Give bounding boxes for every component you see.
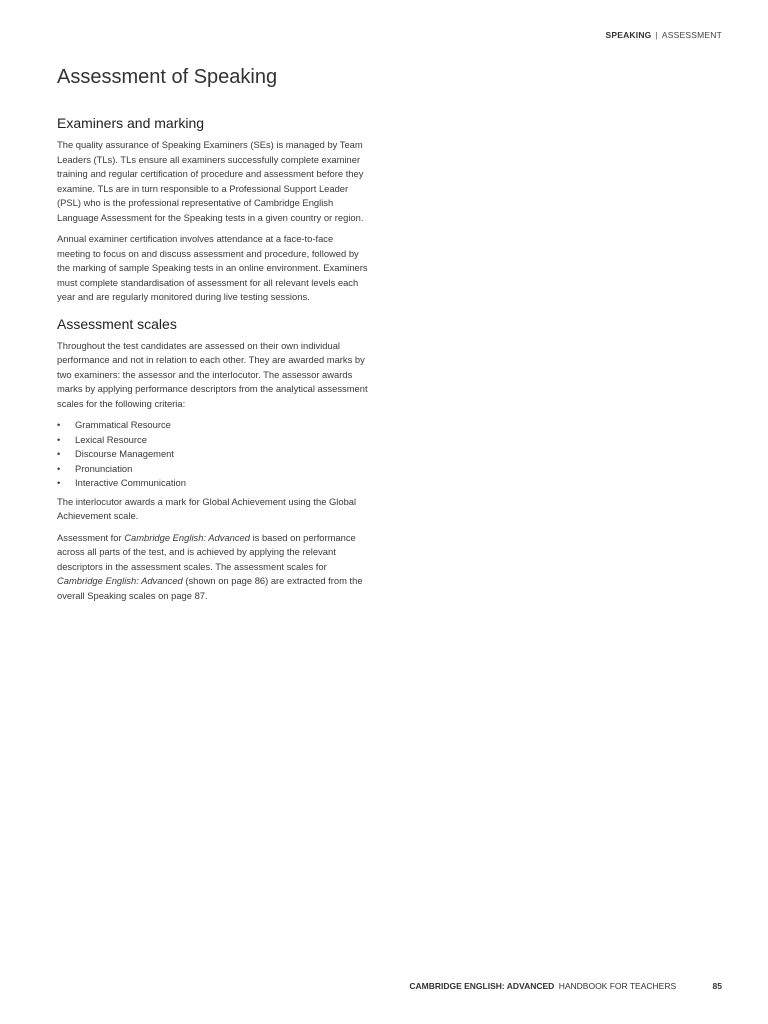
list-item-text: Lexical Resource [75,433,147,445]
list-item [57,462,369,477]
list-item [57,433,369,448]
list-item-text: Interactive Communication [75,477,186,488]
bullet-icon: • [57,419,61,430]
exam-title: Cambridge English: Advanced [124,531,250,543]
examiners-paragraph-2: Annual examiner certification involves attendance at a face-to-face meeting to focus on and discuss assessment and procedure, followed by the marking of sample Speaking tests in an online environment. Examiners must complete standardisation of assessment for all relevant levels each year and are regularly monitored during live testing sessions. [57,233,368,302]
running-footer [409,981,722,991]
text-run: (shown on page 86) are extracted from the overall Speaking scales on page 87. [57,575,363,601]
examiners-heading: Examiners and marking [57,115,205,131]
scales-paragraph-2: The interlocutor awards a mark for Global Achievement using the Global Achievement scale. [57,495,357,521]
page-title: Assessment of Speaking [57,66,278,88]
footer-title: HANDBOOK FOR TEACHERS [558,981,677,991]
bullet-icon: • [57,433,61,445]
scales-paragraph-1: Throughout the test candidates are assessed on their own individual performance and not in relation to each other. They are awarded marks by two examiners: the assessor and the interlocutor. The assessor awards marks by applying performance descriptors from the analytical assessment scales for the following criteria: [57,339,368,409]
footer-brand: CAMBRIDGE ENGLISH: ADVANCED [409,981,555,991]
header-subsection: ASSESSMENT [661,30,722,40]
scales-heading: Assessment scales [57,315,177,332]
examiners-paragraph-1: The quality assurance of Speaking Examiners (SEs) is managed by Team Leaders (TLs). TLs ensure all examiners successfully complete examiner training and regular certification of procedure and assessment before they examine. TLs are in turn responsible to a Professional Support Leader (PSL) who is the professional representative of Cambridge English Language Assessment for the Speaking tests in a given country or region. [57,139,364,223]
header-separator: | [655,30,658,40]
bullet-icon: • [57,477,61,488]
main-content [57,64,369,610]
scales-paragraph-3 [57,531,369,604]
list-item-text: Pronunciation [75,462,133,474]
text-run: is based on performance across all parts of the test, and is achieved by applying the relevant descriptors in the assessment scales. The assessment scales for [57,531,356,572]
list-item [57,447,369,462]
list-item-text: Grammatical Resource [75,419,171,430]
list-item [57,476,369,491]
header-section: SPEAKING [605,30,652,40]
bullet-icon: • [57,462,61,474]
text-run: Assessment for [57,531,125,543]
running-header [605,30,722,40]
bullet-icon: • [57,448,61,459]
list-item-text: Discourse Management [75,448,175,459]
page-number: 85 [712,981,722,991]
list-item [57,418,369,433]
criteria-list [57,418,369,491]
exam-title: Cambridge English: Advanced [57,575,183,586]
